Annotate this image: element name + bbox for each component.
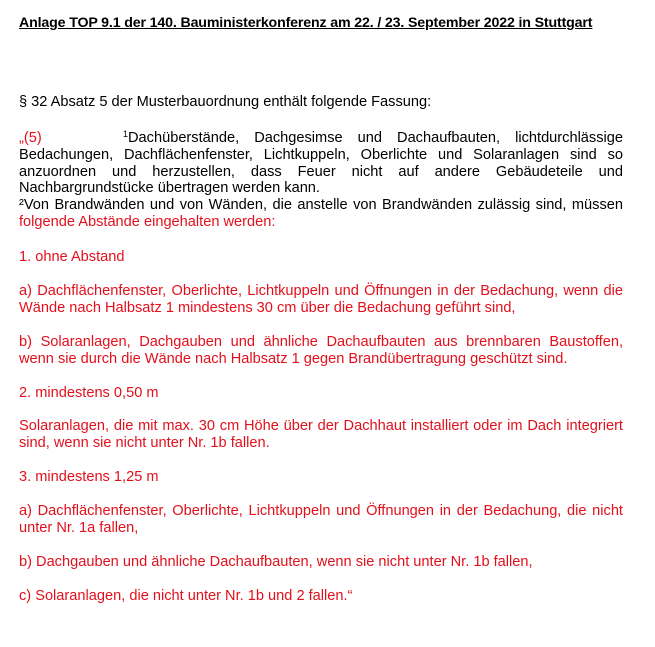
item-3c: c) Solaranlagen, die nicht unter Nr. 1b und 2 fallen.“	[19, 588, 353, 604]
item-2-text: Solaranlagen, die mit max. 30 cm Höhe über der Dachhaut installiert oder im Dach integriert sind, wenn sie nicht unter Nr. 1b fallen.	[19, 418, 623, 451]
sentence-2	[19, 197, 623, 231]
paragraph-number: „(5)	[19, 130, 42, 146]
item-3b: b) Dachgauben und ähnliche Dachaufbauten, wenn sie nicht unter Nr. 1b fallen,	[19, 554, 533, 570]
item-1b: b) Solaranlagen, Dachgauben und ähnliche Dachaufbauten aus brennbaren Baustoffen, wenn sie durch die Wände nach Halbsatz 1 gegen Brandübertragung geschützt sind.	[19, 334, 623, 367]
item-3a: a) Dachflächenfenster, Oberlichte, Lichtkuppeln und Öffnungen in der Bedachung, die nicht unter Nr. 1a fallen,	[19, 503, 623, 536]
paragraph-5	[19, 130, 623, 197]
intro-text: § 32 Absatz 5 der Musterbauordnung enthält folgende Fassung:	[19, 94, 432, 110]
item-2-heading: 2. mindestens 0,50 m	[19, 385, 159, 401]
sentence-1: Dachüberstände, Dachgesimse und Dachaufbauten, lichtdurchlässige Bedachungen, Dachflächenfenster, Lichtkuppeln, Oberlichte und Solaranlagen sind so anzuordnen und herzustellen, dass Feuer nicht auf andere Gebäudeteile und Nachbargrundstücke übertragen werden kann.	[19, 130, 623, 197]
sentence-2-text: Von Brandwänden und von Wänden, die anstelle von Brandwänden zulässig sind, müssen	[23, 197, 623, 213]
item-1a: a) Dachflächenfenster, Oberlichte, Lichtkuppeln und Öffnungen in der Bedachung, wenn die Wände nach Halbsatz 1 mindestens 30 cm über die Bedachung geführt sind,	[19, 283, 623, 316]
sentence-2-amendment: folgende Abstände eingehalten werden:	[19, 213, 276, 230]
sentence-1-marker: 1	[123, 129, 129, 139]
item-3-heading: 3. mindestens 1,25 m	[19, 469, 159, 485]
item-1-heading: 1. ohne Abstand	[19, 249, 125, 265]
sentence-2-marker: ²	[19, 197, 24, 213]
document-title: Anlage TOP 9.1 der 140. Bauministerkonferenz am 22. / 23. September 2022 in Stuttgart	[19, 15, 593, 31]
